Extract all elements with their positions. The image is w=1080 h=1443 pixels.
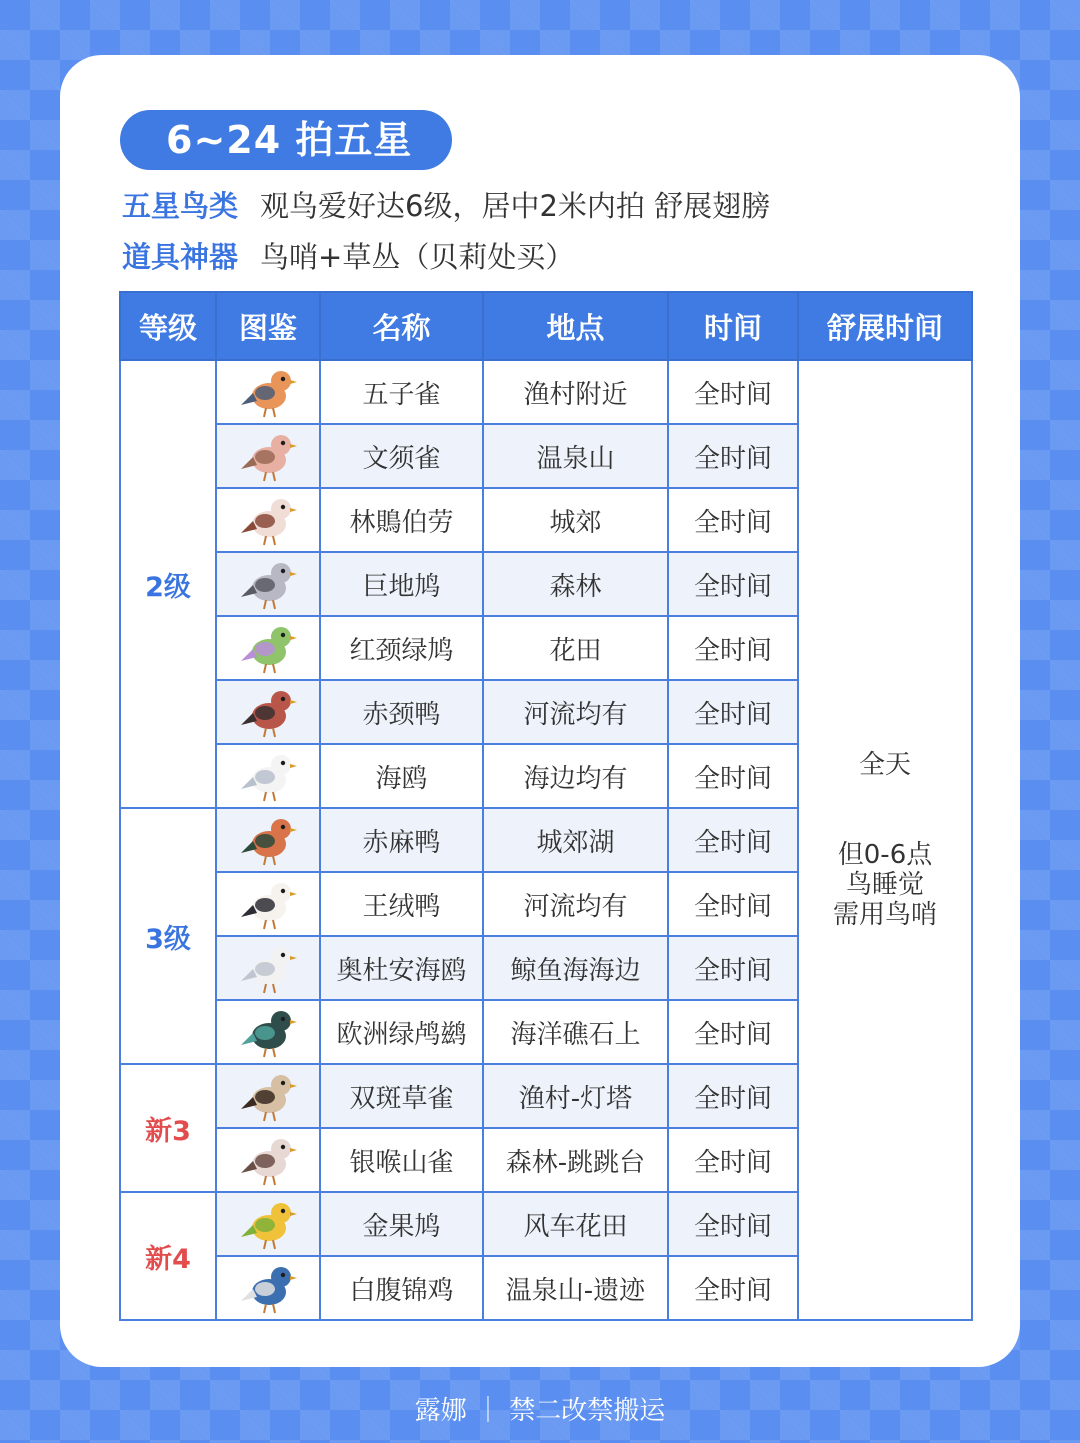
bird-icon bbox=[216, 552, 320, 616]
bird-place: 花田 bbox=[483, 616, 668, 680]
bird-icon bbox=[216, 1256, 320, 1320]
level-cell-new4: 新4 bbox=[120, 1192, 216, 1320]
bird-name: 双斑草雀 bbox=[320, 1064, 483, 1128]
relax-note-3: 需用鸟哨 bbox=[832, 900, 937, 930]
bird-icon bbox=[216, 1192, 320, 1256]
bird-time: 全时间 bbox=[668, 424, 798, 488]
bird-name: 林鵙伯劳 bbox=[320, 488, 483, 552]
header-relax-time: 舒展时间 bbox=[798, 292, 972, 360]
header-name: 名称 bbox=[320, 292, 483, 360]
bird-time: 全时间 bbox=[668, 552, 798, 616]
bird-name: 巨地鸠 bbox=[320, 552, 483, 616]
bird-place: 温泉山 bbox=[483, 424, 668, 488]
info-five-star-birds bbox=[122, 184, 770, 225]
relax-time-cell bbox=[798, 360, 972, 1320]
relax-note-1: 但0-6点 bbox=[837, 840, 933, 870]
bird-icon bbox=[216, 872, 320, 936]
bird-icon bbox=[216, 808, 320, 872]
bird-place: 城郊湖 bbox=[483, 808, 668, 872]
bird-icon bbox=[216, 360, 320, 424]
bird-time: 全时间 bbox=[668, 1256, 798, 1320]
header-level: 等级 bbox=[120, 292, 216, 360]
bird-icon bbox=[216, 680, 320, 744]
bird-time: 全时间 bbox=[668, 488, 798, 552]
bird-place: 河流均有 bbox=[483, 872, 668, 936]
bird-time: 全时间 bbox=[668, 1128, 798, 1192]
bird-place: 渔村-灯塔 bbox=[483, 1064, 668, 1128]
info-key-tools: 道具神器 bbox=[122, 240, 239, 274]
bird-place: 海洋礁石上 bbox=[483, 1000, 668, 1064]
bird-name: 欧洲绿鸬鹚 bbox=[320, 1000, 483, 1064]
header-picture: 图鉴 bbox=[216, 292, 320, 360]
bird-place: 温泉山-遗迹 bbox=[483, 1256, 668, 1320]
bird-icon bbox=[216, 936, 320, 1000]
bird-name: 海鸥 bbox=[320, 744, 483, 808]
relax-all-day: 全天 bbox=[858, 750, 911, 780]
info-text-tools: 鸟哨+草丛（贝莉处买） bbox=[260, 240, 575, 274]
bird-name: 红颈绿鸠 bbox=[320, 616, 483, 680]
bird-time: 全时间 bbox=[668, 680, 798, 744]
bird-time: 全时间 bbox=[668, 360, 798, 424]
bird-name: 白腹锦鸡 bbox=[320, 1256, 483, 1320]
bird-name: 赤颈鸭 bbox=[320, 680, 483, 744]
bird-table bbox=[119, 291, 973, 1321]
bird-place: 鲸鱼海海边 bbox=[483, 936, 668, 1000]
bird-icon bbox=[216, 1064, 320, 1128]
bird-place: 渔村附近 bbox=[483, 360, 668, 424]
bird-place: 海边均有 bbox=[483, 744, 668, 808]
bird-time: 全时间 bbox=[668, 1192, 798, 1256]
bird-icon bbox=[216, 1128, 320, 1192]
bird-time: 全时间 bbox=[668, 616, 798, 680]
info-tools bbox=[122, 235, 574, 276]
level-cell-2: 2级 bbox=[120, 360, 216, 808]
level-cell-3: 3级 bbox=[120, 808, 216, 1064]
bird-time: 全时间 bbox=[668, 1064, 798, 1128]
bird-name: 银喉山雀 bbox=[320, 1128, 483, 1192]
info-key-birds: 五星鸟类 bbox=[122, 189, 239, 223]
bird-icon bbox=[216, 744, 320, 808]
level-cell-new3: 新3 bbox=[120, 1064, 216, 1192]
header-place: 地点 bbox=[483, 292, 668, 360]
page-title: 6~24 拍五星 bbox=[120, 110, 452, 170]
bird-time: 全时间 bbox=[668, 936, 798, 1000]
bird-icon bbox=[216, 1000, 320, 1064]
bird-place: 森林 bbox=[483, 552, 668, 616]
info-text-birds: 观鸟爱好达6级，居中2米内拍 舒展翅膀 bbox=[260, 189, 771, 223]
bird-icon bbox=[216, 488, 320, 552]
bird-place: 城郊 bbox=[483, 488, 668, 552]
header-time: 时间 bbox=[668, 292, 798, 360]
bird-time: 全时间 bbox=[668, 1000, 798, 1064]
footer-credit: 露娜 ｜ 禁二改禁搬运 bbox=[414, 1396, 666, 1426]
bird-name: 赤麻鸭 bbox=[320, 808, 483, 872]
bird-name: 王绒鸭 bbox=[320, 872, 483, 936]
bird-place: 森林-跳跳台 bbox=[483, 1128, 668, 1192]
relax-note-2: 鸟睡觉 bbox=[845, 870, 924, 900]
table-row bbox=[120, 360, 972, 424]
bird-time: 全时间 bbox=[668, 872, 798, 936]
bird-icon bbox=[216, 424, 320, 488]
bird-time: 全时间 bbox=[668, 808, 798, 872]
bird-name: 文须雀 bbox=[320, 424, 483, 488]
bird-name: 金果鸠 bbox=[320, 1192, 483, 1256]
bird-time: 全时间 bbox=[668, 744, 798, 808]
bird-icon bbox=[216, 616, 320, 680]
bird-place: 河流均有 bbox=[483, 680, 668, 744]
bird-name: 奥杜安海鸥 bbox=[320, 936, 483, 1000]
bird-place: 风车花田 bbox=[483, 1192, 668, 1256]
bird-name: 五子雀 bbox=[320, 360, 483, 424]
